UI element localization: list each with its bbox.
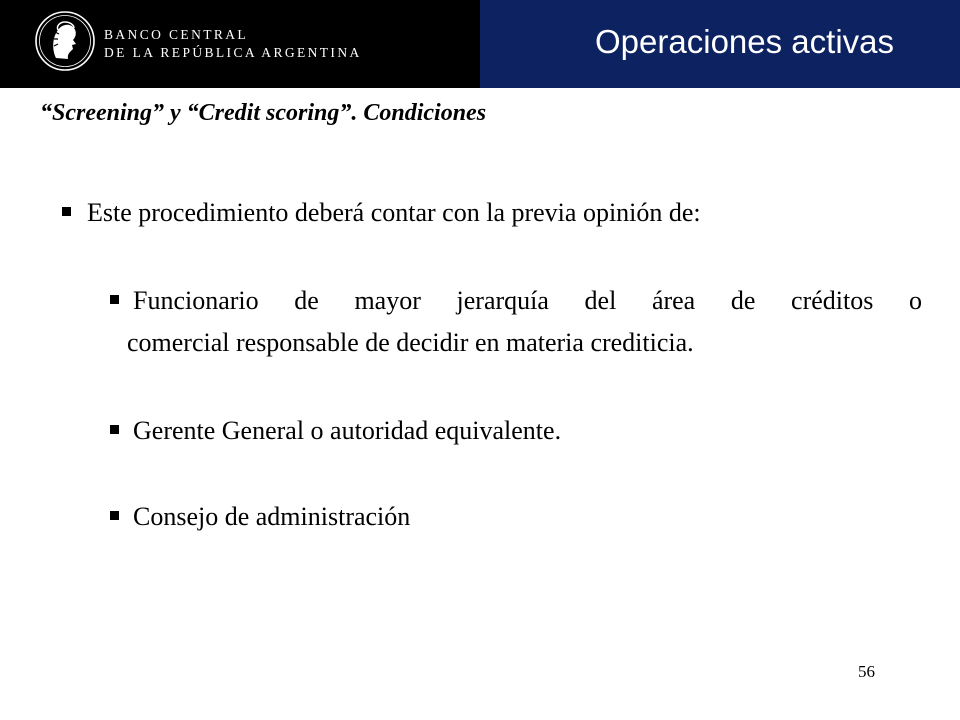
square-bullet-icon	[110, 295, 119, 304]
header-title-band	[480, 0, 960, 88]
bank-seal-icon	[34, 10, 96, 72]
main-bullet-text: Este procedimiento deberá contar con la previa opinión de:	[87, 198, 701, 227]
sub-bullet-1	[110, 280, 922, 364]
square-bullet-icon	[110, 511, 119, 520]
sub-bullet-3	[110, 496, 410, 538]
sub-bullet-2-text: Gerente General o autoridad equivalente.	[133, 416, 562, 445]
square-bullet-icon	[110, 425, 119, 434]
sub-bullet-1-line1: Funcionario de mayor jerarquía del área de créditos o	[133, 286, 922, 315]
square-bullet-icon	[62, 207, 71, 216]
sub-bullet-3-text: Consejo de administración	[133, 502, 411, 531]
sub-bullet-1-line2: comercial responsable de decidir en materia crediticia.	[127, 328, 694, 357]
header-logo-band	[0, 0, 480, 88]
sub-bullet-2	[110, 410, 561, 452]
slide-subtitle: “Screening” y “Credit scoring”. Condiciones	[40, 100, 487, 126]
bank-name-line2: DE LA REPÚBLICA ARGENTINA	[104, 45, 362, 60]
page-number: 56	[858, 662, 875, 681]
bank-name	[104, 26, 362, 62]
main-bullet	[62, 193, 701, 233]
section-title: Operaciones activas	[595, 23, 894, 60]
bank-name-line1: BANCO CENTRAL	[104, 27, 249, 42]
